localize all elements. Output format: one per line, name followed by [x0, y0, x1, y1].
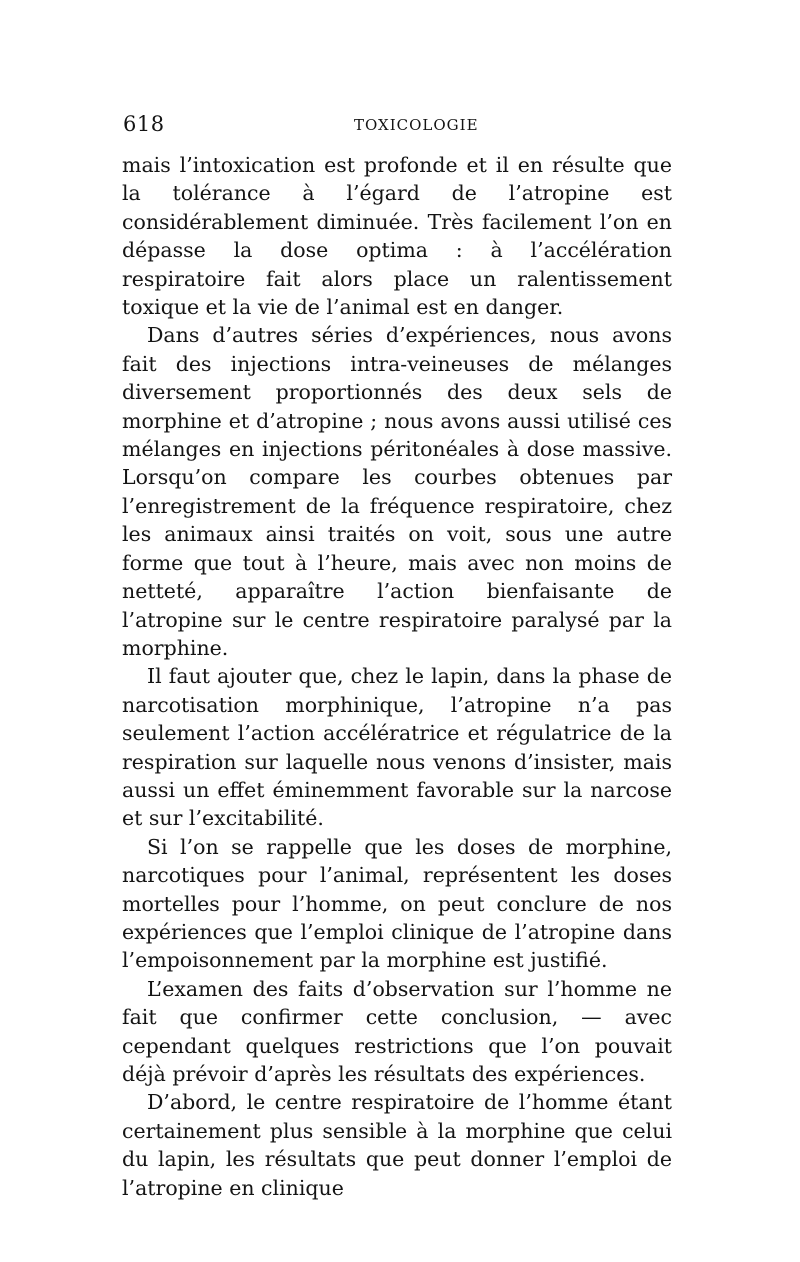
paragraph-respiratory-center: D’abord, le centre respiratoire de l’homme étant certainement plus sensible à la morphine que celui du lapin, les résultats que peut donner l’emploi de l’atropine en clinique [122, 1090, 672, 1200]
paragraph-clinical-conclusion: Si l’on se rappelle que les doses de morphine, narcotiques pour l’animal, représentent les doses mortelles pour l’homme, on peut conclure de nos expériences que l’emploi clinique de l’atropine dans l’empoisonnement par la morphine est justifié. [122, 834, 672, 973]
running-head [123, 112, 673, 142]
paragraph-experiments: Dans d’autres séries d’expériences, nous avons fait des injections intra-veineuses de mélanges diversement proportionnés des deux sels de morphine et d’atropine ; nous avons aussi utilisé ces mélanges en injections péritonéales à dose massive. Lorsqu’on compare les courbes obtenues par l’enregistrement de la fréquence respiratoire, chez les animaux ainsi traités on voit, sous une autre forme que tout à l’heure, mais avec non moins de netteté, apparaître l’action bienfaisante de l’atropine sur le centre respiratoire paralysé par la morphine. [122, 323, 672, 660]
paragraph-narcosis: Il faut ajouter que, chez le lapin, dans la phase de narcotisation morphinique, l’atropine n’a pas seulement l’action accélératrice et régulatrice de la respiration sur laquelle nous venons d’insister, mais aussi un effet éminemment favorable sur la narcose et sur l’excitabilité. [122, 664, 672, 831]
paragraph-human-observation: L’examen des faits d’observation sur l’homme ne fait que confirmer cette conclusion, — avec cependant quelques restrictions que l’on pouvait déjà prévoir d’après les résultats des expériences. [122, 976, 672, 1086]
paragraph-continuation: mais l’intoxication est profonde et il en résulte que la tolérance à l’égard de l’atropine est considérablement diminuée. Très facilement l’on en dépasse la dose optima : à l’accélération respiratoire fait alors place un ralentissement toxique et la vie de l’animal est en danger. [122, 153, 672, 320]
running-title: TOXICOLOGIE [354, 116, 479, 134]
body-text [122, 151, 672, 1202]
page-number: 618 [123, 112, 165, 136]
